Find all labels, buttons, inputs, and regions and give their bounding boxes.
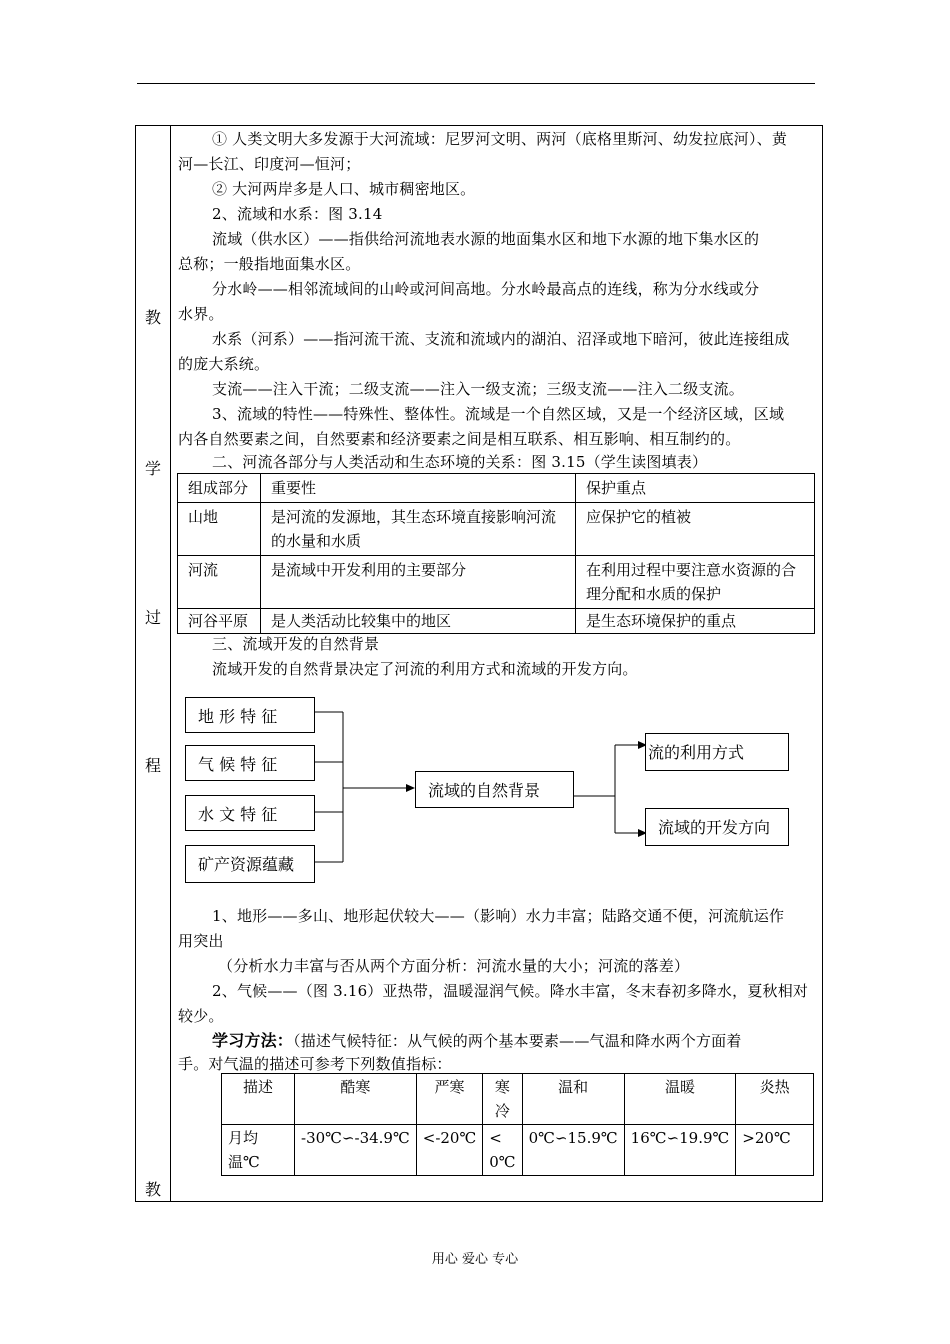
text-line: 流域（供水区）——指供给河流地表水源的地面集水区和地下水源的地下集水区的 xyxy=(212,230,760,248)
table-cell: <0℃ xyxy=(483,1125,522,1176)
section-heading: 三、流域开发的自然背景 xyxy=(212,635,380,653)
table-cell: 山地 xyxy=(178,503,261,556)
diagram-box-climate: 气 候 特 征 xyxy=(185,745,315,781)
table-cell: >20℃ xyxy=(736,1125,814,1176)
table-header-cell: 温暖 xyxy=(624,1074,736,1125)
method-text: （描述气候特征：从气候的两个基本要素——气温和降水两个方面着 xyxy=(293,1032,742,1050)
text-line: 分水岭——相邻流域间的山岭或河间高地。分水岭最高点的连线，称为分水线或分 xyxy=(212,280,760,298)
side-label: 教 xyxy=(144,1180,161,1199)
table-cell: 是河流的发源地，其生态环境直接影响河流的水量和水质 xyxy=(261,503,576,556)
text-line: （分析水力丰富与否从两个方面分析：河流水量的大小；河流的落差） xyxy=(218,957,690,975)
table-header-cell: 重要性 xyxy=(261,474,576,503)
table-cell: -30℃∽-34.9℃ xyxy=(295,1125,417,1176)
page-footer: 用心 爱心 专心 xyxy=(431,1252,519,1267)
section-heading: 二、河流各部分与人类活动和生态环境的关系：图 3.15（学生读图填表） xyxy=(212,453,708,471)
method-line xyxy=(212,1028,742,1051)
table-header-cell: 组成部分 xyxy=(178,474,261,503)
diagram-box-center: 流域的自然背景 xyxy=(415,771,574,808)
text-line: 2、流域和水系：图 3.14 xyxy=(212,205,383,223)
text-line: 手。对气温的描述可参考下列数值指标： xyxy=(178,1055,452,1073)
text-line: 总称；一般指地面集水区。 xyxy=(178,255,361,273)
table-cell: 河流 xyxy=(178,556,261,609)
table-cell: 河谷平原 xyxy=(178,609,261,634)
table-row xyxy=(222,1125,814,1176)
table-header-cell: 炎热 xyxy=(736,1074,814,1125)
text-line: 河—长江、印度河—恒河； xyxy=(178,155,361,173)
text-line: 支流——注入干流；二级支流——注入一级支流；三级支流——注入二级支流。 xyxy=(212,380,745,398)
table-cell: 月均温℃ xyxy=(222,1125,295,1176)
diagram-box-minerals: 矿产资源蕴藏 xyxy=(185,845,315,883)
text-line: ② 大河两岸多是人口、城市稠密地区。 xyxy=(212,180,476,198)
text-line: 用突出 xyxy=(178,932,224,950)
text-line: 流域开发的自然背景决定了河流的利用方式和流域的开发方向。 xyxy=(212,660,638,678)
text-line: 水界。 xyxy=(178,305,224,323)
text-line: 内各自然要素之间，自然要素和经济要素之间是相互联系、相互影响、相互制约的。 xyxy=(178,430,741,448)
table-header-cell: 温和 xyxy=(522,1074,624,1125)
method-label: 学习方法： xyxy=(212,1031,294,1050)
table-header-cell: 严寒 xyxy=(416,1074,483,1125)
table-cell: 是人类活动比较集中的地区 xyxy=(261,609,576,634)
side-label: 学 xyxy=(144,459,161,478)
table-cell: 0℃∽15.9℃ xyxy=(522,1125,624,1176)
table-header-row xyxy=(222,1074,814,1125)
text-line: 1、地形——多山、地形起伏较大——（影响）水力丰富；陆路交通不便，河流航运作 xyxy=(212,907,785,925)
text-line: 水系（河系）——指河流干流、支流和流域内的湖泊、沼泽或地下暗河，彼此连接组成 xyxy=(212,330,790,348)
text-line: 3、流域的特性——特殊性、整体性。流域是一个自然区域，又是一个经济区域，区域 xyxy=(212,405,785,423)
text-line: 的庞大系统。 xyxy=(178,355,270,373)
text-line: ① 人类文明大多发源于大河流域：尼罗河文明、两河（底格里斯河、幼发拉底河）、黄 xyxy=(212,130,788,148)
temperature-table xyxy=(221,1073,814,1176)
table-cell: <-20℃ xyxy=(416,1125,483,1176)
table-cell: 16℃∽19.9℃ xyxy=(624,1125,736,1176)
table-cell: 是流域中开发利用的主要部分 xyxy=(261,556,576,609)
diagram-box-terrain: 地 形 特 征 xyxy=(185,697,315,733)
table-cell: 应保护它的植被 xyxy=(576,503,815,556)
table-header-cell: 寒冷 xyxy=(483,1074,522,1125)
text-line: 较少。 xyxy=(178,1007,224,1025)
text-line: 2、气候——（图 3.16）亚热带，温暖湿润气候。降水丰富，冬末春初多降水，夏秋相对 xyxy=(212,982,809,1000)
diagram-box-usage: 流的利用方式 xyxy=(645,733,789,771)
side-label: 教 xyxy=(144,308,161,327)
table-header-cell: 保护重点 xyxy=(576,474,815,503)
side-label: 程 xyxy=(144,756,161,775)
table-cell: 在利用过程中要注意水资源的合理分配和水质的保护 xyxy=(576,556,815,609)
side-label: 过 xyxy=(144,608,161,627)
diagram-box-direction: 流域的开发方向 xyxy=(645,808,789,846)
table-header-cell: 描述 xyxy=(222,1074,295,1125)
table-header-cell: 酷寒 xyxy=(295,1074,417,1125)
table-cell: 是生态环境保护的重点 xyxy=(576,609,815,634)
diagram-box-hydrology: 水 文 特 征 xyxy=(185,795,315,831)
